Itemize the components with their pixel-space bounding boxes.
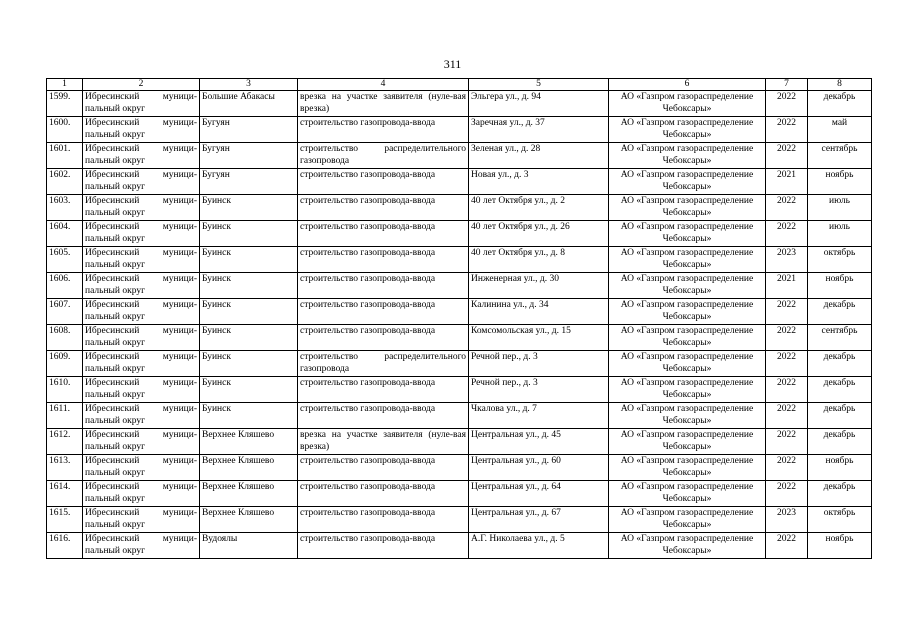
month-cell: октябрь bbox=[808, 507, 872, 533]
settlement-cell: Буинск bbox=[200, 273, 298, 299]
organization-cell: АО «Газпром газораспределение Чебоксары» bbox=[609, 91, 766, 117]
row-number: 1610. bbox=[47, 377, 83, 403]
row-number: 1613. bbox=[47, 455, 83, 481]
year-cell: 2022 bbox=[766, 429, 808, 455]
work-type-cell: строительство газопровода-ввода bbox=[298, 195, 469, 221]
organization-cell: АО «Газпром газораспределение Чебоксары» bbox=[609, 377, 766, 403]
settlement-cell: Буинск bbox=[200, 325, 298, 351]
year-cell: 2023 bbox=[766, 507, 808, 533]
year-cell: 2022 bbox=[766, 117, 808, 143]
row-number: 1608. bbox=[47, 325, 83, 351]
address-cell: Инженерная ул., д. 30 bbox=[469, 273, 609, 299]
settlement-cell: Буинск bbox=[200, 299, 298, 325]
table-row bbox=[47, 247, 872, 273]
table-row bbox=[47, 117, 872, 143]
table-row bbox=[47, 429, 872, 455]
organization-cell: АО «Газпром газораспределение Чебоксары» bbox=[609, 273, 766, 299]
district-cell: Ибресинский муници-пальный округ bbox=[83, 507, 200, 533]
year-cell: 2023 bbox=[766, 247, 808, 273]
month-cell: декабрь bbox=[808, 403, 872, 429]
year-cell: 2022 bbox=[766, 403, 808, 429]
column-header: 8 bbox=[808, 79, 872, 91]
work-type-cell: строительство газопровода-ввода bbox=[298, 403, 469, 429]
district-cell: Ибресинский муници-пальный округ bbox=[83, 221, 200, 247]
year-cell: 2022 bbox=[766, 195, 808, 221]
month-cell: ноябрь bbox=[808, 455, 872, 481]
table-row bbox=[47, 403, 872, 429]
table-row bbox=[47, 377, 872, 403]
settlement-cell: Верхнее Кляшево bbox=[200, 455, 298, 481]
month-cell: декабрь bbox=[808, 481, 872, 507]
table-row bbox=[47, 91, 872, 117]
address-cell: Калинина ул., д. 34 bbox=[469, 299, 609, 325]
work-type-cell: строительство газопровода-ввода bbox=[298, 299, 469, 325]
organization-cell: АО «Газпром газораспределение Чебоксары» bbox=[609, 507, 766, 533]
year-cell: 2022 bbox=[766, 325, 808, 351]
address-cell: Центральная ул., д. 60 bbox=[469, 455, 609, 481]
year-cell: 2022 bbox=[766, 455, 808, 481]
address-cell: Центральная ул., д. 45 bbox=[469, 429, 609, 455]
table-row bbox=[47, 325, 872, 351]
settlement-cell: Верхнее Кляшево bbox=[200, 429, 298, 455]
table-row bbox=[47, 169, 872, 195]
table-row bbox=[47, 299, 872, 325]
address-cell: 40 лет Октября ул., д. 26 bbox=[469, 221, 609, 247]
district-cell: Ибресинский муници-пальный округ bbox=[83, 429, 200, 455]
settlement-cell: Вудоялы bbox=[200, 533, 298, 559]
organization-cell: АО «Газпром газораспределение Чебоксары» bbox=[609, 143, 766, 169]
organization-cell: АО «Газпром газораспределение Чебоксары» bbox=[609, 247, 766, 273]
address-cell: 40 лет Октября ул., д. 2 bbox=[469, 195, 609, 221]
organization-cell: АО «Газпром газораспределение Чебоксары» bbox=[609, 429, 766, 455]
row-number: 1599. bbox=[47, 91, 83, 117]
row-number: 1601. bbox=[47, 143, 83, 169]
gasification-table bbox=[46, 78, 872, 559]
district-cell: Ибресинский муници-пальный округ bbox=[83, 299, 200, 325]
district-cell: Ибресинский муници-пальный округ bbox=[83, 377, 200, 403]
settlement-cell: Буинск bbox=[200, 221, 298, 247]
month-cell: июль bbox=[808, 195, 872, 221]
district-cell: Ибресинский муници-пальный округ bbox=[83, 273, 200, 299]
settlement-cell: Буинск bbox=[200, 195, 298, 221]
month-cell: декабрь bbox=[808, 351, 872, 377]
settlement-cell: Бугуян bbox=[200, 143, 298, 169]
organization-cell: АО «Газпром газораспределение Чебоксары» bbox=[609, 403, 766, 429]
work-type-cell: строительство газопровода-ввода bbox=[298, 273, 469, 299]
page-number: 311 bbox=[443, 57, 462, 71]
address-cell: Речной пер., д. 3 bbox=[469, 377, 609, 403]
work-type-cell: строительство газопровода-ввода bbox=[298, 533, 469, 559]
district-cell: Ибресинский муници-пальный округ bbox=[83, 403, 200, 429]
row-number: 1604. bbox=[47, 221, 83, 247]
work-type-cell: врезка на участке заявителя (нуле-вая врезка) bbox=[298, 91, 469, 117]
month-cell: декабрь bbox=[808, 377, 872, 403]
address-cell: Центральная ул., д. 67 bbox=[469, 507, 609, 533]
row-number: 1603. bbox=[47, 195, 83, 221]
table-row bbox=[47, 221, 872, 247]
table-row bbox=[47, 273, 872, 299]
address-cell: 40 лет Октября ул., д. 8 bbox=[469, 247, 609, 273]
year-cell: 2022 bbox=[766, 143, 808, 169]
work-type-cell: строительство газопровода-ввода bbox=[298, 507, 469, 533]
column-header: 2 bbox=[83, 79, 200, 91]
district-cell: Ибресинский муници-пальный округ bbox=[83, 351, 200, 377]
settlement-cell: Большие Абакасы bbox=[200, 91, 298, 117]
year-cell: 2022 bbox=[766, 221, 808, 247]
column-header: 7 bbox=[766, 79, 808, 91]
organization-cell: АО «Газпром газораспределение Чебоксары» bbox=[609, 299, 766, 325]
work-type-cell: строительство газопровода-ввода bbox=[298, 481, 469, 507]
year-cell: 2022 bbox=[766, 299, 808, 325]
table-row bbox=[47, 143, 872, 169]
organization-cell: АО «Газпром газораспределение Чебоксары» bbox=[609, 195, 766, 221]
year-cell: 2022 bbox=[766, 533, 808, 559]
column-header: 6 bbox=[609, 79, 766, 91]
work-type-cell: строительство газопровода-ввода bbox=[298, 325, 469, 351]
column-number-row bbox=[47, 79, 872, 91]
row-number: 1607. bbox=[47, 299, 83, 325]
settlement-cell: Бугуян bbox=[200, 117, 298, 143]
row-number: 1611. bbox=[47, 403, 83, 429]
work-type-cell: строительство газопровода-ввода bbox=[298, 455, 469, 481]
column-header: 3 bbox=[200, 79, 298, 91]
address-cell: Речной пер., д. 3 bbox=[469, 351, 609, 377]
settlement-cell: Буинск bbox=[200, 377, 298, 403]
organization-cell: АО «Газпром газораспределение Чебоксары» bbox=[609, 169, 766, 195]
address-cell: Комсомольская ул., д. 15 bbox=[469, 325, 609, 351]
address-cell: Новая ул., д. 3 bbox=[469, 169, 609, 195]
table-row bbox=[47, 481, 872, 507]
organization-cell: АО «Газпром газораспределение Чебоксары» bbox=[609, 533, 766, 559]
year-cell: 2022 bbox=[766, 481, 808, 507]
settlement-cell: Бугуян bbox=[200, 169, 298, 195]
table-row bbox=[47, 351, 872, 377]
settlement-cell: Буинск bbox=[200, 351, 298, 377]
district-cell: Ибресинский муници-пальный округ bbox=[83, 91, 200, 117]
district-cell: Ибресинский муници-пальный округ bbox=[83, 143, 200, 169]
year-cell: 2022 bbox=[766, 91, 808, 117]
district-cell: Ибресинский муници-пальный округ bbox=[83, 533, 200, 559]
district-cell: Ибресинский муници-пальный округ bbox=[83, 247, 200, 273]
row-number: 1606. bbox=[47, 273, 83, 299]
organization-cell: АО «Газпром газораспределение Чебоксары» bbox=[609, 351, 766, 377]
row-number: 1615. bbox=[47, 507, 83, 533]
organization-cell: АО «Газпром газораспределение Чебоксары» bbox=[609, 455, 766, 481]
month-cell: июль bbox=[808, 221, 872, 247]
work-type-cell: строительство газопровода-ввода bbox=[298, 117, 469, 143]
address-cell: Эльгера ул., д. 94 bbox=[469, 91, 609, 117]
column-header: 4 bbox=[298, 79, 469, 91]
work-type-cell: строительство газопровода-ввода bbox=[298, 221, 469, 247]
month-cell: ноябрь bbox=[808, 533, 872, 559]
district-cell: Ибресинский муници-пальный округ bbox=[83, 169, 200, 195]
address-cell: А.Г. Николаева ул., д. 5 bbox=[469, 533, 609, 559]
column-header: 5 bbox=[469, 79, 609, 91]
organization-cell: АО «Газпром газораспределение Чебоксары» bbox=[609, 325, 766, 351]
district-cell: Ибресинский муници-пальный округ bbox=[83, 481, 200, 507]
table-row bbox=[47, 195, 872, 221]
district-cell: Ибресинский муници-пальный округ bbox=[83, 455, 200, 481]
year-cell: 2022 bbox=[766, 377, 808, 403]
month-cell: ноябрь bbox=[808, 169, 872, 195]
table-row bbox=[47, 455, 872, 481]
month-cell: ноябрь bbox=[808, 273, 872, 299]
month-cell: сентябрь bbox=[808, 143, 872, 169]
month-cell: сентябрь bbox=[808, 325, 872, 351]
address-cell: Зеленая ул., д. 28 bbox=[469, 143, 609, 169]
work-type-cell: врезка на участке заявителя (нуле-вая врезка) bbox=[298, 429, 469, 455]
address-cell: Центральная ул., д. 64 bbox=[469, 481, 609, 507]
district-cell: Ибресинский муници-пальный округ bbox=[83, 325, 200, 351]
address-cell: Заречная ул., д. 37 bbox=[469, 117, 609, 143]
organization-cell: АО «Газпром газораспределение Чебоксары» bbox=[609, 481, 766, 507]
table-row bbox=[47, 533, 872, 559]
organization-cell: АО «Газпром газораспределение Чебоксары» bbox=[609, 117, 766, 143]
work-type-cell: строительство газопровода-ввода bbox=[298, 377, 469, 403]
month-cell: декабрь bbox=[808, 91, 872, 117]
row-number: 1602. bbox=[47, 169, 83, 195]
settlement-cell: Верхнее Кляшево bbox=[200, 481, 298, 507]
month-cell: октябрь bbox=[808, 247, 872, 273]
row-number: 1609. bbox=[47, 351, 83, 377]
year-cell: 2021 bbox=[766, 169, 808, 195]
table-row bbox=[47, 507, 872, 533]
year-cell: 2021 bbox=[766, 273, 808, 299]
settlement-cell: Буинск bbox=[200, 247, 298, 273]
column-header: 1 bbox=[47, 79, 83, 91]
row-number: 1614. bbox=[47, 481, 83, 507]
year-cell: 2022 bbox=[766, 351, 808, 377]
row-number: 1612. bbox=[47, 429, 83, 455]
settlement-cell: Верхнее Кляшево bbox=[200, 507, 298, 533]
row-number: 1616. bbox=[47, 533, 83, 559]
row-number: 1600. bbox=[47, 117, 83, 143]
month-cell: декабрь bbox=[808, 299, 872, 325]
row-number: 1605. bbox=[47, 247, 83, 273]
work-type-cell: строительство распределительного газопровода bbox=[298, 351, 469, 377]
work-type-cell: строительство газопровода-ввода bbox=[298, 169, 469, 195]
work-type-cell: строительство распределительного газопровода bbox=[298, 143, 469, 169]
address-cell: Чкалова ул., д. 7 bbox=[469, 403, 609, 429]
month-cell: май bbox=[808, 117, 872, 143]
organization-cell: АО «Газпром газораспределение Чебоксары» bbox=[609, 221, 766, 247]
district-cell: Ибресинский муници-пальный округ bbox=[83, 195, 200, 221]
work-type-cell: строительство газопровода-ввода bbox=[298, 247, 469, 273]
district-cell: Ибресинский муници-пальный округ bbox=[83, 117, 200, 143]
settlement-cell: Буинск bbox=[200, 403, 298, 429]
month-cell: декабрь bbox=[808, 429, 872, 455]
